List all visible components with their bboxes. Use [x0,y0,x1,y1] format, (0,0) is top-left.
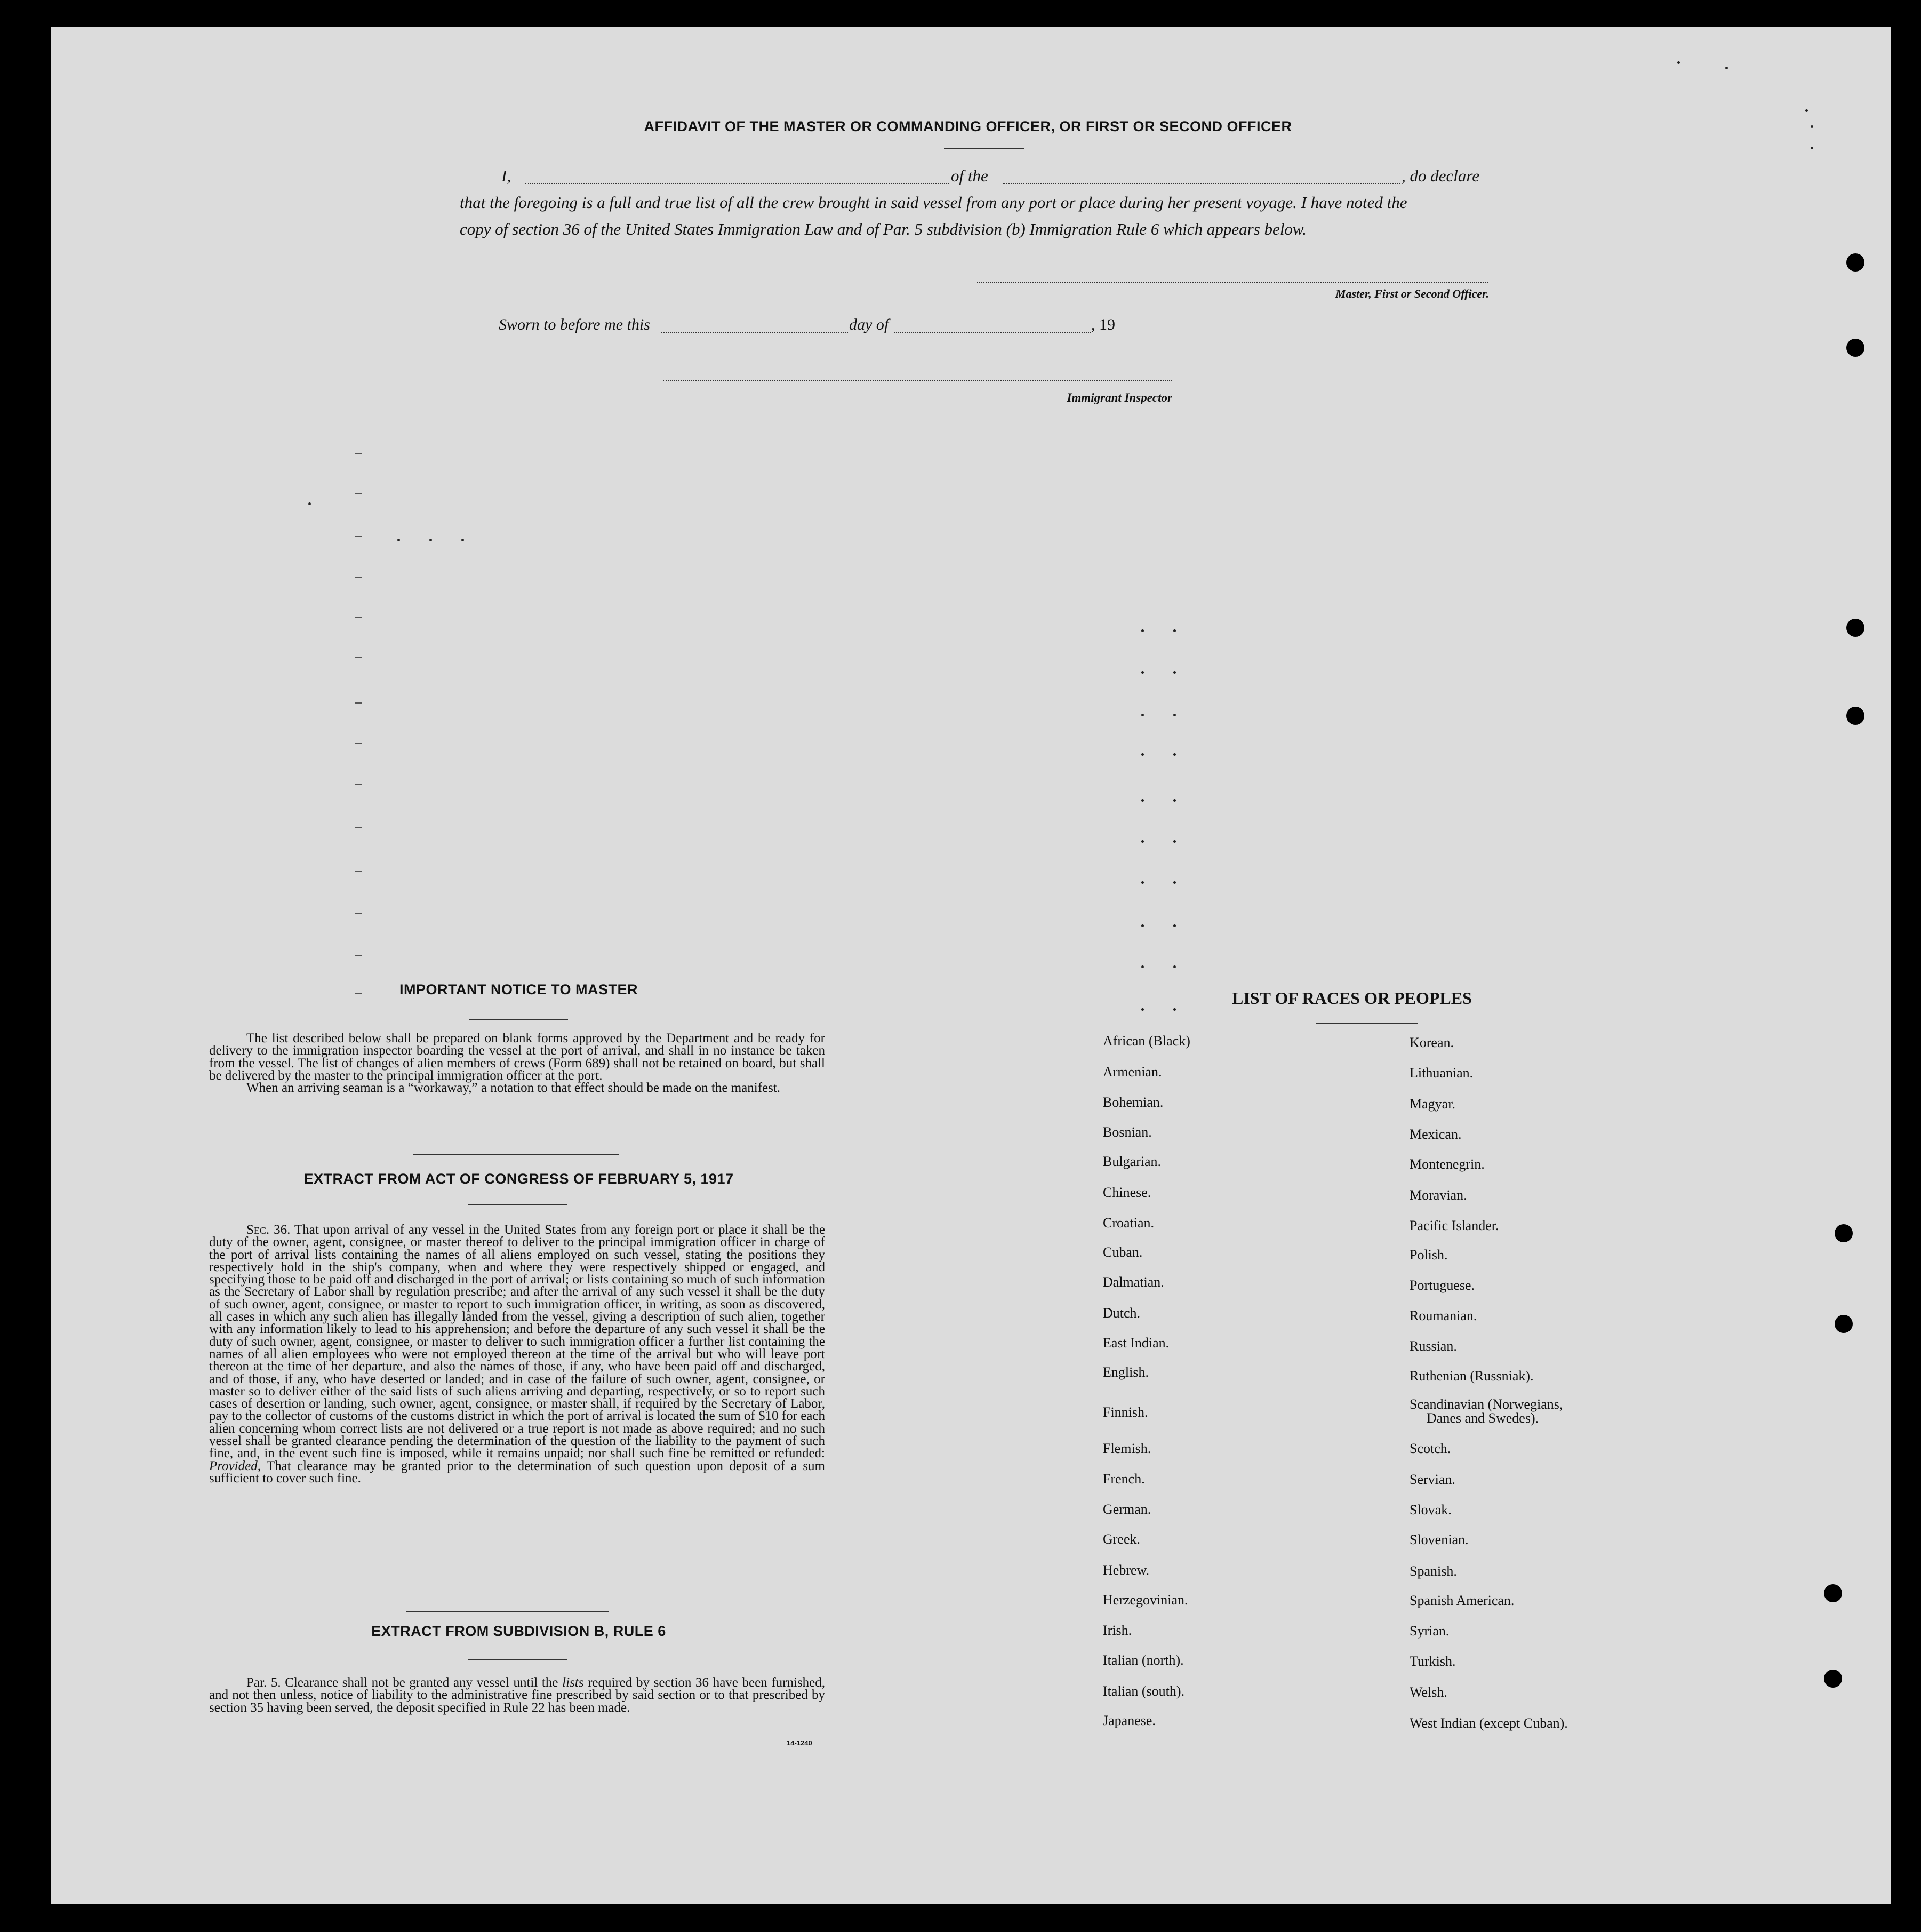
section-label: Sec. 36. [246,1223,291,1237]
divider [468,1204,567,1205]
race-item: English. [1103,1364,1149,1380]
race-item: Turkish. [1410,1654,1456,1669]
binder-hole [1835,1224,1853,1242]
speck [429,539,432,541]
race-item: Italian (north). [1103,1652,1184,1668]
notice-title: IMPORTANT NOTICE TO MASTER [399,981,638,997]
margin-tick [355,493,362,494]
race-item: Dalmatian. [1103,1274,1164,1290]
race-item: Danes and Swedes). [1427,1410,1539,1426]
margin-tick [355,577,362,578]
race-item: Polish. [1410,1247,1448,1263]
race-item: Bohemian. [1103,1095,1164,1110]
binder-hole [1824,1670,1842,1688]
race-item: Scotch. [1410,1441,1451,1456]
act-text-end: That clearance may be granted prior to the determination of such question upon deposit of a sum sufficient to cover such fine. [209,1458,825,1486]
vessel-blank [1003,183,1400,184]
speck [1677,61,1680,64]
race-item: Portuguese. [1410,1278,1475,1293]
binder-hole [1835,1315,1853,1333]
speck [1173,840,1176,843]
margin-tick [355,993,362,994]
race-item: Russian. [1410,1338,1457,1354]
speck [1173,799,1176,802]
name-blank [525,183,949,184]
race-item: Bulgarian. [1103,1154,1162,1169]
sworn-month-blank [894,332,1091,333]
speck [1141,671,1144,674]
rule-text: Par. 5. Clearance shall not be granted any vessel until the [246,1675,558,1690]
race-item: Bosnian. [1103,1124,1152,1140]
binder-hole [1846,619,1864,637]
divider [468,1659,567,1660]
race-item: Spanish American. [1410,1593,1515,1608]
divider [406,1611,609,1612]
speck [1141,881,1144,884]
race-item: Italian (south). [1103,1683,1185,1699]
affidavit-line1-end: , do declare [1402,166,1480,185]
affidavit-line3: copy of section 36 of the United States Immigration Law and of Par. 5 subdivision (b) Immigration Rule 6 which appears below. [460,220,1307,238]
speck [1173,714,1176,716]
sworn-end: , 19 [1091,316,1115,333]
race-item: West Indian (except Cuban). [1410,1715,1568,1731]
speck [1173,924,1176,927]
race-item: Chinese. [1103,1185,1151,1200]
speck [1173,753,1176,756]
signature-label: Master, First or Second Officer. [1335,287,1489,300]
races-title: LIST OF RACES OR PEOPLES [1232,988,1472,1008]
sworn-start: Sworn to before me this [499,316,650,333]
margin-tick [355,784,362,785]
speck [1141,965,1144,968]
inspector-signature-line [663,380,1172,381]
race-item: African (Black) [1103,1033,1190,1049]
race-item: Syrian. [1410,1623,1450,1639]
speck [308,502,311,505]
act-text: That upon arrival of any vessel in the United States from any foreign port or place it shall be the duty of the owner, agent, consignee, or master thereof to deliver to the principal immigration officer in charge of the port of arrival lists containing the names of all aliens employed on such vessel, stating the positions they respectively hold in the ship's company, when and where they were respectively shipped or engaged, and specifying those to be paid off and discharged in the port of arrival; or lists containing so much of such information as the Secretary of Labor shall by regulation prescribe; and after the arrival of any such vessel it shall be the duty of such owner, agent, consignee, or master to report to such immigration officer, in writing, as soon as discovered, all cases in which any such alien has illegally landed from the vessel, giving a description of such alien, together with any information likely to lead to his apprehension; and before the departure of any such vessel it shall be the duty of such owner, agent, consignee, or master to deliver to such immigration officer a further list containing the names of all alien employees who were not employed thereon at the time of the arrival but who will leave port thereon at the time of her departure, and also the names of those, if any, who have been paid off and discharged, and of those, if any, who have deserted or landed; and in case of the failure of such owner, agent, consignee, or master so to deliver either of the said lists of such aliens arriving and departing, respectively, or so to report such cases of desertion or landing, such owner, agent, consignee, or master shall, if required by the Secretary of Labor, pay to the collector of customs of the customs district in which the port of arrival is located the sum of $10 for each alien concerning whom correct lists are not delivered or a true report is not made as above required; and no such vessel shall be granted clearance pending the determination of the question of the liability to the payment of such fine, and, in the event such fine is imposed, while it remains unpaid; nor shall such fine be remitted or refunded: [209,1223,825,1461]
affidavit-line1-start: I, [501,166,511,185]
speck [1173,629,1176,632]
margin-tick [355,536,362,537]
speck [1141,924,1144,927]
notice-paragraph: When an arriving seaman is a “workaway,” a notation to that effect should be made on the manifest. [246,1081,781,1096]
race-item: German. [1103,1502,1151,1517]
sworn-day-blank [661,332,848,333]
speck [1141,714,1144,716]
speck [1173,1008,1176,1011]
inspector-label: Immigrant Inspector [1067,391,1172,404]
binder-hole [1846,707,1864,725]
margin-tick [355,617,362,618]
race-item: Herzegovinian. [1103,1592,1188,1608]
margin-tick [355,657,362,658]
race-item: Dutch. [1103,1305,1141,1321]
affidavit-line2: that the foregoing is a full and true list of all the crew brought in said vessel from any port or place during her present voyage. I have noted the [460,193,1407,212]
race-item: Slovenian. [1410,1532,1469,1547]
race-item: Cuban. [1103,1244,1143,1260]
race-item: East Indian. [1103,1335,1170,1351]
race-item: Flemish. [1103,1441,1151,1456]
speck [461,539,464,541]
race-item: Japanese. [1103,1713,1156,1728]
race-item: Armenian. [1103,1064,1162,1080]
race-item: Croatian. [1103,1215,1155,1231]
speck [1141,753,1144,756]
binder-hole [1824,1584,1842,1602]
speck [1141,799,1144,802]
race-item: Lithuanian. [1410,1065,1474,1081]
divider [413,1154,619,1155]
proviso-word: Provided, [209,1458,261,1473]
speck [1141,629,1144,632]
divider [469,1019,568,1020]
sworn-mid: day of [849,316,889,333]
speck [1141,1008,1144,1011]
race-item: Welsh. [1410,1684,1447,1700]
act-title: EXTRACT FROM ACT OF CONGRESS OF FEBRUARY 5, 1917 [303,1171,734,1187]
race-item: Servian. [1410,1472,1455,1487]
divider [1316,1023,1418,1024]
speck [1173,671,1176,674]
margin-tick [355,453,362,454]
binder-hole [1846,339,1864,357]
binder-hole [1846,253,1864,272]
speck [1811,125,1813,128]
rule-body [209,1676,825,1714]
race-item: Scandinavian (Norwegians, [1410,1396,1563,1412]
margin-tick [355,827,362,828]
form-number: 14-1240 [787,1739,812,1747]
speck [1173,881,1176,884]
margin-tick [355,871,362,872]
notice-paragraph: The list described below shall be prepared on blank forms approved by the Department and be ready for delivery to the immigration inspector boarding the vessel at the port of arrival, and shall in no instance be taken from the vessel. The list of changes of alien members of crews (Form 689) shall not be retained on board, but shall be delivered by the master to the principal immigration officer at the port. [209,1031,825,1083]
race-item: Hebrew. [1103,1562,1150,1578]
affidavit-line1-mid: of the [951,166,988,185]
race-item: Greek. [1103,1531,1141,1547]
signature-line [977,282,1488,283]
speck [1173,965,1176,968]
race-item: Finnish. [1103,1404,1148,1420]
lists-word: lists [562,1675,584,1690]
race-item: Magyar. [1410,1096,1455,1112]
act-body [209,1224,825,1484]
margin-tick [355,702,362,704]
race-item: Slovak. [1410,1502,1452,1518]
document-page [51,27,1891,1904]
race-item: Spanish. [1410,1563,1457,1579]
race-item: Moravian. [1410,1187,1467,1203]
race-item: Irish. [1103,1623,1132,1638]
speck [1805,109,1808,112]
margin-tick [355,743,362,744]
notice-body [209,1032,825,1094]
race-item: Korean. [1410,1035,1454,1050]
divider [944,148,1024,149]
speck [1811,147,1813,149]
race-item: Pacific Islander. [1410,1218,1499,1233]
race-item: Mexican. [1410,1127,1462,1142]
margin-tick [355,913,362,914]
rule-text-end: required by section 36 have been furnished, and not then unless, notice of liability to the administrative fine prescribed by said section or to that prescribed by section 35 having been served, the deposit specified in Rule 22 has been made. [209,1675,826,1715]
race-item: Ruthenian (Russniak). [1410,1368,1534,1384]
speck [1725,67,1728,69]
race-item: Roumanian. [1410,1308,1477,1323]
margin-tick [355,955,362,956]
affidavit-title: AFFIDAVIT OF THE MASTER OR COMMANDING OFFICER, OR FIRST OR SECOND OFFICER [644,118,1292,134]
speck [1141,840,1144,843]
race-item: Montenegrin. [1410,1156,1485,1172]
speck [397,539,400,541]
race-item: French. [1103,1471,1145,1487]
rule-title: EXTRACT FROM SUBDIVISION B, RULE 6 [371,1623,666,1639]
